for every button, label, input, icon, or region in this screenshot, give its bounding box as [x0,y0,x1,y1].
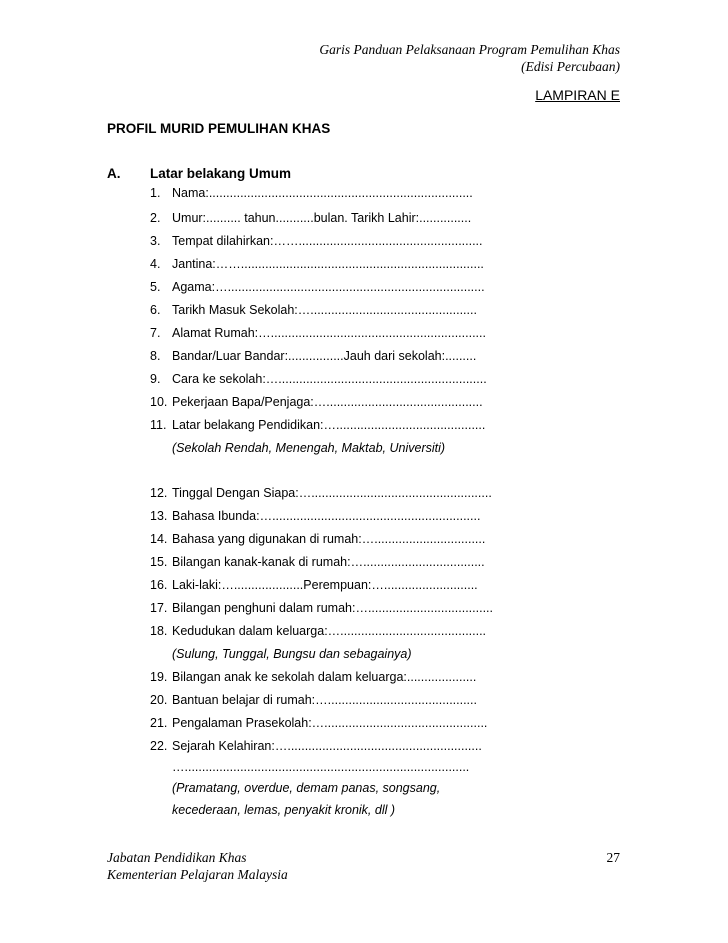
item-number: 20. [150,693,168,707]
item-number: 4. [150,257,161,271]
item-text: Nama:............................................................................ [172,186,473,200]
item-text: Laki-laki:…....................Perempuan:…........................... [172,578,478,592]
item-number: 9. [150,372,161,386]
item-note: kecederaan, lemas, penyakit kronik, dll ) [172,803,396,817]
item-text: Alamat Rumah:….............................................................. [172,326,486,340]
item-number: 5. [150,280,161,294]
item-text: Tarikh Masuk Sekolah:…................................................ [172,303,477,317]
item-number: 12. [150,486,168,500]
item-number: 17. [150,601,168,615]
appendix-label: LAMPIRAN E [535,87,620,103]
item-text: Pekerjaan Bapa/Penjaga:…............................................. [172,395,483,409]
item-note: (Sulung, Tunggal, Bungsu dan sebagainya) [172,647,412,661]
item-text: Tinggal Dengan Siapa:….................................................... [172,486,492,500]
header-title: Garis Panduan Pelaksanaan Program Pemulihan Khas [319,42,620,57]
item-number: 18. [150,624,168,638]
item-number: 1. [150,186,161,200]
item-text: Bahasa Ibunda:…............................................................ [172,509,481,523]
footer-ministry: Kementerian Pelajaran Malaysia [107,867,288,882]
page-title: PROFIL MURID PEMULIHAN KHAS [107,121,331,136]
item-text: Tempat dilahirkan:……..................................................... [172,234,483,248]
item-text: Umur:.......... tahun...........bulan. Tarikh Lahir:............... [172,211,472,225]
item-number: 3. [150,234,161,248]
item-number: 10. [150,395,168,409]
item-number: 13. [150,509,168,523]
item-text: Bandar/Luar Bandar:................Jauh dari sekolah:......... [172,349,477,363]
continuation-text: ….................................................................................. [172,760,470,774]
item-number: 22. [150,739,168,753]
item-number: 19. [150,670,168,684]
item-text: Cara ke sekolah:…............................................................ [172,372,487,386]
item-text: Latar belakang Pendidikan:…........................................... [172,418,486,432]
item-text: Kedudukan dalam keluarga:….......................................... [172,624,487,638]
section-letter: A. [107,166,121,181]
item-text: Bilangan kanak-kanak di rumah:…................................... [172,555,485,569]
item-number: 6. [150,303,161,317]
item-text: Pengalaman Prasekolah:…............................................... [172,716,488,730]
footer-department: Jabatan Pendidikan Khas [107,850,247,865]
item-text: Bantuan belajar di rumah:…........................................... [172,693,477,707]
item-number: 7. [150,326,161,340]
item-text: Sejarah Kelahiran:…........................................................ [172,739,482,753]
item-text: Agama:….......................................................................... [172,280,485,294]
item-number: 8. [150,349,161,363]
item-number: 21. [150,716,168,730]
item-number: 2. [150,211,161,225]
item-text: Bilangan penghuni dalam rumah:….................................... [172,601,493,615]
item-text: Bahasa yang digunakan di rumah:…................................ [172,532,486,546]
item-number: 11. [150,418,167,432]
item-note: (Pramatang, overdue, demam panas, songsang, [172,781,441,795]
header-edition: (Edisi Percubaan) [521,59,620,74]
item-number: 16. [150,578,168,592]
item-text: Bilangan anak ke sekolah dalam keluarga:.................... [172,670,477,684]
item-text: Jantina:……...................................................................... [172,257,484,271]
section-title: Latar belakang Umum [150,166,292,181]
page-number: 27 [606,850,620,865]
item-number: 14. [150,532,168,546]
item-note: (Sekolah Rendah, Menengah, Maktab, Universiti) [172,441,446,455]
item-number: 15. [150,555,168,569]
